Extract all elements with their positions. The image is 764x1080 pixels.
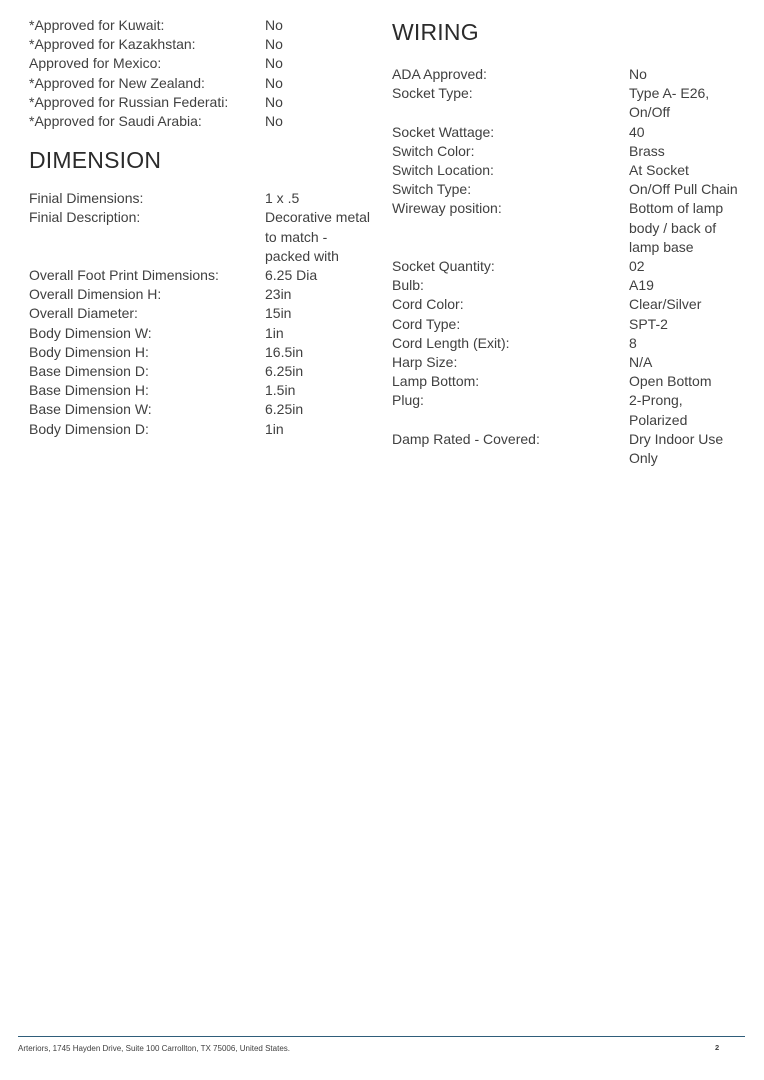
spec-label: Cord Color:: [392, 296, 464, 313]
dimensions-list: [29, 189, 374, 439]
spec-value: Dry Indoor Use Only: [629, 430, 724, 467]
spec-row: [29, 208, 374, 266]
spec-value: No: [265, 36, 283, 53]
spec-label: Body Dimension W:: [29, 324, 152, 341]
spec-row: [392, 199, 742, 257]
spec-value: No: [265, 55, 283, 72]
spec-row: [29, 266, 374, 285]
dimension-heading: DIMENSION: [29, 147, 162, 174]
spec-value: On/Off Pull Chain: [629, 181, 738, 198]
spec-label: *Approved for Kuwait:: [29, 17, 165, 33]
spec-row: [29, 381, 374, 400]
spec-row: [29, 93, 374, 112]
spec-value: 40: [629, 123, 645, 140]
spec-label: Switch Location:: [392, 162, 494, 179]
spec-label: Finial Dimensions:: [29, 190, 144, 207]
spec-label: Base Dimension W:: [29, 401, 152, 418]
spec-label: Overall Foot Print Dimensions:: [29, 267, 219, 284]
spec-value: 1.5in: [265, 382, 296, 399]
spec-row: [29, 16, 374, 35]
wiring-heading: WIRING: [392, 19, 479, 45]
spec-row: [392, 295, 742, 314]
spec-label: Switch Type:: [392, 181, 472, 198]
spec-value: 6.25 Dia: [265, 267, 318, 284]
spec-value: 6.25in: [265, 401, 304, 418]
spec-row: [392, 84, 742, 122]
spec-row: [29, 304, 374, 323]
spec-row: [392, 372, 742, 391]
spec-label: Approved for Mexico:: [29, 55, 162, 72]
spec-row: [29, 362, 374, 381]
spec-label: *Approved for Saudi Arabia:: [29, 113, 202, 130]
spec-row: [29, 285, 374, 304]
spec-value: 02: [629, 258, 645, 275]
spec-value: 6.25in: [265, 363, 304, 380]
spec-label: Finial Description:: [29, 209, 141, 226]
spec-row: [392, 65, 742, 84]
spec-label: Harp Size:: [392, 354, 458, 371]
spec-row: [29, 343, 374, 362]
spec-row: [392, 391, 742, 429]
spec-row: [29, 74, 374, 93]
spec-label: Overall Dimension H:: [29, 286, 162, 303]
spec-row: [392, 257, 742, 276]
spec-label: Switch Color:: [392, 142, 475, 159]
spec-value: No: [265, 17, 283, 33]
spec-label: ADA Approved:: [392, 66, 487, 82]
spec-value: Clear/Silver: [629, 296, 702, 313]
spec-value: No: [629, 66, 647, 82]
spec-label: Damp Rated - Covered:: [392, 430, 540, 447]
spec-value: Decorative metal to match - packed with: [265, 209, 371, 264]
spec-value: 23in: [265, 286, 292, 303]
spec-row: [392, 161, 742, 180]
spec-row: [29, 400, 374, 419]
spec-label: Socket Quantity:: [392, 258, 495, 275]
spec-label: Body Dimension D:: [29, 420, 149, 437]
spec-label: Overall Diameter:: [29, 305, 138, 322]
spec-label: Body Dimension H:: [29, 343, 149, 360]
spec-value: Bottom of lamp body / back of lamp base: [629, 200, 724, 255]
spec-label: *Approved for New Zealand:: [29, 74, 205, 91]
spec-value: At Socket: [629, 162, 689, 179]
spec-label: Cord Type:: [392, 315, 461, 332]
spec-label: Cord Length (Exit):: [392, 334, 510, 351]
spec-label: Socket Wattage:: [392, 123, 495, 140]
spec-value: 2-Prong, Polarized: [629, 392, 688, 428]
spec-row: [392, 315, 742, 334]
spec-value: 1 x .5: [265, 190, 300, 207]
spec-row: [392, 123, 742, 142]
spec-row: [392, 180, 742, 199]
footer-divider: [18, 1036, 745, 1037]
spec-label: Socket Type:: [392, 85, 473, 102]
spec-label: Bulb:: [392, 277, 424, 294]
wiring-list: [392, 65, 742, 468]
spec-label: *Approved for Russian Federati:: [29, 93, 229, 110]
spec-value: 1in: [265, 324, 284, 341]
spec-row: [29, 54, 374, 73]
spec-row: [29, 324, 374, 343]
spec-row: [29, 420, 374, 439]
spec-label: Base Dimension D:: [29, 363, 149, 380]
page-number: 2: [715, 1043, 720, 1052]
spec-row: [392, 334, 742, 353]
spec-label: Lamp Bottom:: [392, 373, 480, 390]
spec-value: SPT-2: [629, 315, 668, 332]
spec-value: No: [265, 74, 283, 91]
spec-label: Plug:: [392, 392, 424, 409]
spec-value: 15in: [265, 305, 292, 322]
spec-value: 1in: [265, 420, 284, 437]
approvals-list: [29, 16, 374, 131]
left-column: [29, 16, 374, 439]
spec-row: [392, 276, 742, 295]
spec-value: 16.5in: [265, 343, 304, 360]
footer-address: Arteriors, 1745 Hayden Drive, Suite 100 Carrollton, TX 75006, United States.: [18, 1044, 290, 1053]
spec-value: Type A- E26, On/Off: [629, 85, 710, 121]
spec-value: Brass: [629, 142, 665, 159]
spec-value: A19: [629, 277, 654, 294]
spec-row: [29, 35, 374, 54]
spec-label: *Approved for Kazakhstan:: [29, 36, 196, 53]
spec-row: [392, 142, 742, 161]
spec-value: No: [265, 113, 283, 130]
spec-row: [392, 353, 742, 372]
right-column: [392, 16, 742, 468]
spec-value: 8: [629, 334, 637, 351]
spec-row: [29, 189, 374, 208]
spec-row: [392, 430, 742, 468]
spec-value: N/A: [629, 354, 653, 371]
spec-label: Wireway position:: [392, 200, 502, 217]
spec-value: No: [265, 93, 283, 110]
spec-value: Open Bottom: [629, 373, 712, 390]
spec-row: [29, 112, 374, 131]
spec-label: Base Dimension H:: [29, 382, 149, 399]
